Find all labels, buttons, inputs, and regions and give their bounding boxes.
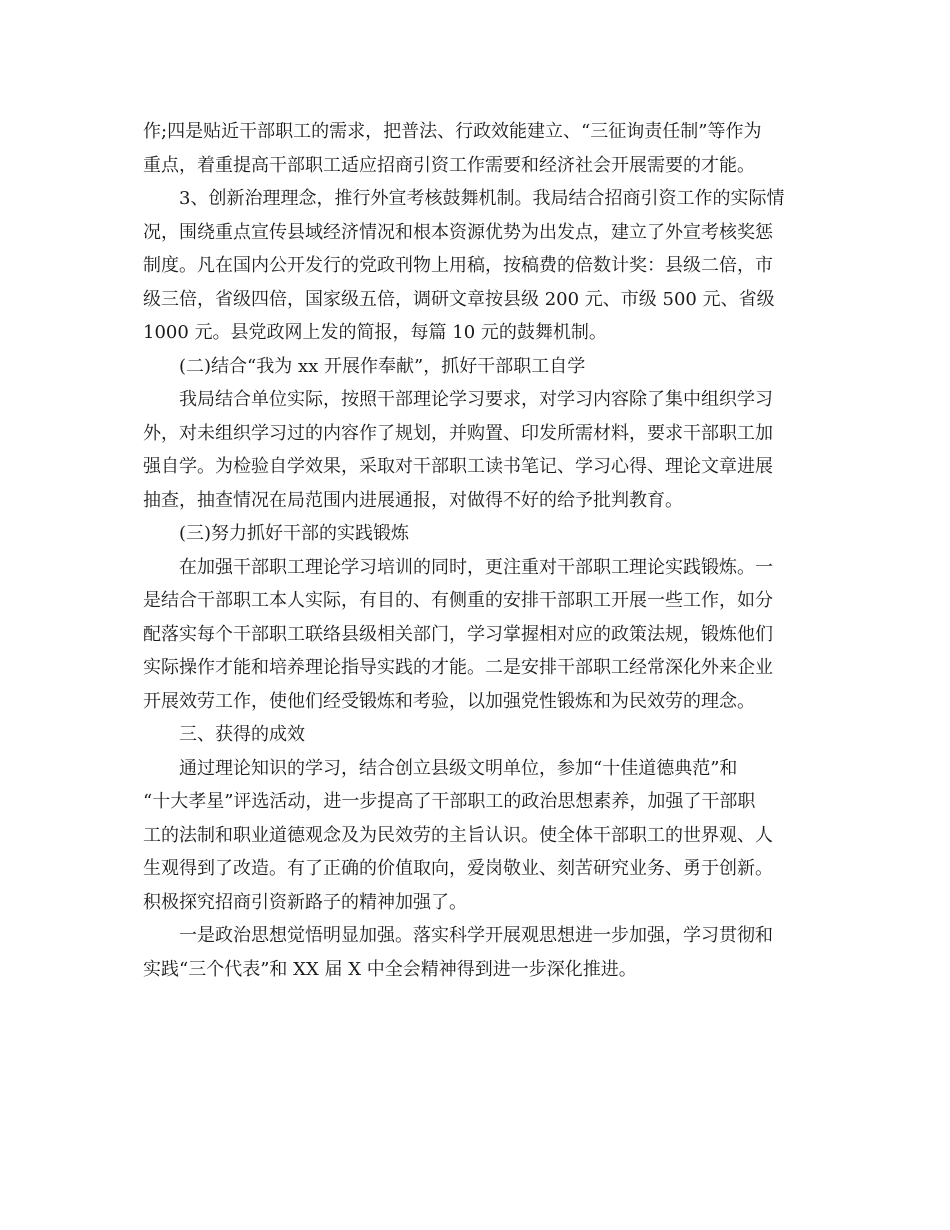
text-line: 开展效劳工作，使他们经受锻炼和考验，以加强党性锻炼和为民效劳的理念。 bbox=[143, 690, 755, 712]
text-line: 重点，着重提高干部职工适应招商引资工作需要和经济社会开展需要的才能。 bbox=[143, 154, 755, 176]
section-heading-practice bbox=[143, 517, 807, 551]
text-line: 生观得到了改造。有了正确的价值取向，爱岗敬业、刻苦研究业务、勇于创新。 bbox=[143, 858, 773, 879]
paragraph-results bbox=[143, 752, 807, 920]
text-line: “十大孝星”评选活动，进一步提高了干部职工的政治思想素养，加强了干部职 bbox=[143, 791, 756, 812]
paragraph-item-3-publicity-incentive bbox=[143, 182, 807, 350]
heading-line: (三)努力抓好干部的实践锻炼 bbox=[179, 523, 410, 544]
text-line: 工的法制和职业道德观念及为民效劳的主旨认识。使全体干部职工的世界观、人 bbox=[143, 824, 773, 846]
text-line: 3、创新治理理念，推行外宣考核鼓舞机制。我局结合招商引资工作的实际情 bbox=[179, 188, 785, 209]
paragraph-practice bbox=[143, 551, 807, 719]
text-line: 实际操作才能和培养理论指导实践的才能。二是安排干部职工经常深化外来企业 bbox=[143, 657, 773, 678]
text-line: 强自学。为检验自学效果，采取对干部职工读书笔记、学习心得、理论文章进展 bbox=[143, 456, 773, 477]
text-line: 制度。凡在国内公开发行的党政刊物上用稿，按稿费的倍数计奖：县级二倍，市 bbox=[143, 255, 773, 276]
text-line: 一是政治思想觉悟明显加强。落实科学开展观思想进一步加强，学习贯彻和 bbox=[179, 925, 773, 946]
text-line: 是结合干部职工本人实际，有目的、有侧重的安排干部职工开展一些工作，如分 bbox=[143, 590, 773, 611]
paragraph-political-awareness bbox=[143, 919, 807, 986]
text-line: 积极探究招商引资新路子的精神加强了。 bbox=[143, 891, 467, 913]
section-heading-self-study bbox=[143, 350, 807, 384]
text-line: 在加强干部职工理论学习培训的同时，更注重对干部职工理论实践锻炼。一 bbox=[179, 556, 773, 578]
section-heading-results bbox=[143, 718, 807, 752]
text-line: 配落实每个干部职工联络县级相关部门，学习掌握相对应的政策法规，锻炼他们 bbox=[143, 623, 773, 645]
paragraph-continuation bbox=[143, 115, 807, 182]
document-page bbox=[143, 115, 807, 986]
text-line: 外，对未组织学习过的内容作了规划，并购置、印发所需材料，要求干部职工加 bbox=[143, 422, 773, 444]
text-line: 实践“三个代表”和 XX 届 X 中全会精神得到进一步深化推进。 bbox=[143, 958, 637, 980]
text-line: 我局结合单位实际，按照干部理论学习要求，对学习内容除了集中组织学习 bbox=[179, 389, 773, 410]
text-line: 作;四是贴近干部职工的需求，把普法、行政效能建立、“三征询责任制”等作为 bbox=[143, 121, 762, 142]
text-line: 级三倍，省级四倍，国家级五倍，调研文章按县级 200 元、市级 500 元、省级 bbox=[143, 288, 775, 310]
paragraph-self-study bbox=[143, 383, 807, 517]
heading-line: 三、获得的成效 bbox=[179, 724, 305, 745]
text-line: 况，围绕重点宣传县域经济情况和根本资源优势为出发点，建立了外宣考核奖惩 bbox=[143, 221, 773, 243]
text-line: 1000 元。县党政网上发的简报，每篇 10 元的鼓舞机制。 bbox=[143, 322, 607, 343]
text-line: 通过理论知识的学习，结合创立县级文明单位，参加“十佳道德典范”和 bbox=[179, 757, 738, 779]
text-line: 抽查，抽查情况在局范围内进展通报，对做得不好的给予批判教育。 bbox=[143, 489, 683, 511]
heading-line: (二)结合“我为 xx 开展作奉献”，抓好干部职工自学 bbox=[179, 355, 586, 377]
